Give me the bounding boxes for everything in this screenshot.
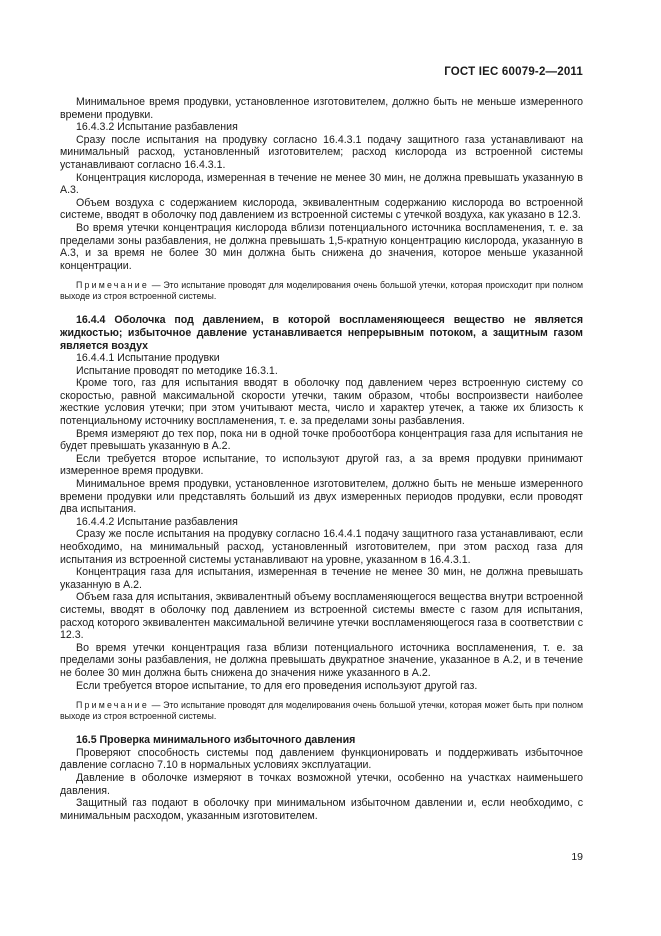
note-label: Примечание [76,280,149,291]
section-heading: 16.4.4 Оболочка под давлением, в которой воспламеняющееся вещество не является жидкостью; избыточное давление устанавливается непрерывным потоком, а защитным газом является воздух [60,314,583,352]
subsection-heading: 16.4.4.1 Испытание продувки [76,352,220,365]
paragraph: Минимальное время продувки, установленное изготовителем, должно быть не меньше измеренного времени продувки. [60,96,583,121]
paragraph: Сразу же после испытания на продувку согласно 16.4.4.1 подачу защитного газа устанавливают, если необходимо, на минимальный расход, установленный изготовителем, при этом расход газа для испытания из встроенной системы устанавливают на уровне, указанном в 16.4.3.1. [60,528,583,566]
paragraph: Кроме того, газ для испытания вводят в оболочку под давлением через встроенную систему со скоростью, равной максимальной скорости утечки, таким образом, чтобы воспроизвести наиболее жесткие условия утечки; при этом учитывают места, число и характер утечек, а также их близость к потенциальному источнику воспламенения, т. е. за пределами зоны разбавления. [60,377,583,428]
section-heading: 16.5 Проверка минимального избыточного давления [76,734,356,747]
paragraph: Минимальное время продувки, установленное изготовителем, должно быть не меньше измеренного времени продувки или представлять больший из двух измеренных периодов продувки, если проводят два испытания. [60,478,583,516]
note-text: — Это испытание проводят для моделирования очень большой утечки, которая может быть при полном выходе из строя встроенной системы. [60,700,583,722]
paragraph: Объем воздуха с содержанием кислорода, эквивалентным содержанию кислорода во встроенной системе, вводят в оболочку под давлением из встроенной системы с утечкой воздуха, как указано в 12.3. [60,196,583,222]
paragraph: Если требуется второе испытание, то для его проведения используют другой газ. [76,679,478,692]
paragraph: Во время утечки концентрация газа вблизи потенциального источника воспламенения, т. е. за пределами зоны разбавления, не должна превышать двукратное значение, указанное в А.2, и в течение не более 30 мин должна быть снижена до значения ниже указанного в А.2. [60,641,583,679]
page-number: 19 [571,851,583,863]
document-body [60,96,583,822]
paragraph: Сразу после испытания на продувку согласно 16.4.3.1 подачу защитного газа устанавливают на минимальный расход, установленный изготовителем; расход кислорода из встроенной системы устанавливают согласно 16.4.3.1. [60,133,583,171]
subsection-heading: 16.4.4.2 Испытание разбавления [76,515,238,528]
paragraph: Во время утечки концентрация кислорода вблизи потенциального источника воспламенения, т. е. за пределами зоны разбавления, не должна превышать 1,5-кратную концентрацию кислорода, указанную в А.3, и за время не более 30 мин должна быть снижена до значения, которое меньше указанной концентрации. [60,221,583,272]
paragraph: Защитный газ подают в оболочку при минимальном избыточном давлении и, если необходимо, с минимальным расходом, указанным изготовителем. [60,797,583,822]
note [60,280,583,302]
subsection-heading: 16.4.3.2 Испытание разбавления [76,121,238,134]
paragraph: Время измеряют до тех пор, пока ни в одной точке пробоотбора концентрация газа для испытания не будет превышать указанную в А.2. [60,427,583,453]
document-header: ГОСТ IEC 60079-2—2011 [444,66,583,78]
paragraph: Объем газа для испытания, эквивалентный объему воспламеняющегося вещества внутри встроенной системы, вводят в оболочку под давлением из встроенной системы вместе с газом для испытания, расход которого эквивалентен максимальной величине утечки воспламеняющегося газа в соответствии с 12.3. [60,591,583,642]
paragraph: Если требуется второе испытание, то используют другой газ, а за время продувки принимают измеренное время продувки. [60,452,583,478]
paragraph: Концентрация газа для испытания, измеренная в течение не менее 30 мин, не должна превышать указанную в А.2. [60,566,583,591]
paragraph: Концентрация кислорода, измеренная в течение не менее 30 мин, не должна превышать указанную в А.3. [60,171,583,197]
note-label: Примечание [76,700,149,711]
paragraph: Давление в оболочке измеряют в точках возможной утечки, особенно на участках наименьшего давления. [60,771,583,797]
paragraph: Проверяют способность системы под давлением функционировать и поддерживать избыточное давление согласно 7.10 в нормальных условиях эксплуатации. [60,746,583,772]
note-text: — Это испытание проводят для моделирования очень большой утечки, которая происходит при полном выходе из строя встроенной системы. [60,280,583,302]
note [60,700,583,722]
paragraph: Испытание проводят по методике 16.3.1. [76,364,278,377]
